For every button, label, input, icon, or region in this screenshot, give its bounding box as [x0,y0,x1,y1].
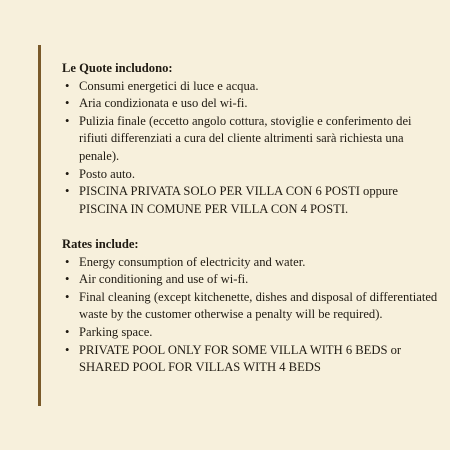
english-section-title: Rates include: [62,236,139,251]
list-item: • Pulizia finale (eccetto angolo cottura, stoviglie e conferimento dei rifiuti differenziati a cura del cliente altrimenti sarà richiesta una penale). [62,113,442,166]
list-item: • Air conditioning and use of wi-fi. [62,271,442,289]
list-item: • Aria condizionata e uso del wi-fi. [62,95,442,113]
rates-content [62,60,442,377]
list-item: • PRIVATE POOL ONLY FOR SOME VILLA WITH 6 BEDS or SHARED POOL FOR VILLAS WITH 4 BEDS [62,342,442,377]
list-item: • Energy consumption of electricity and water. [62,254,442,272]
italian-list [62,78,442,219]
list-item: • PISCINA PRIVATA SOLO PER VILLA CON 6 POSTI oppure PISCINA IN COMUNE PER VILLA CON 4 POSTI. [62,183,442,218]
italian-section-title: Le Quote includono: [62,61,173,75]
english-list [62,254,442,377]
list-item: • Parking space. [62,324,442,342]
accent-bar [38,45,41,406]
section-spacer [62,218,442,236]
list-item: • Final cleaning (except kitchenette, dishes and disposal of differentiated waste by the customer otherwise a penalty will be required). [62,289,442,324]
list-item: • Posto auto. [62,166,442,184]
list-item: • Consumi energetici di luce e acqua. [62,78,442,96]
